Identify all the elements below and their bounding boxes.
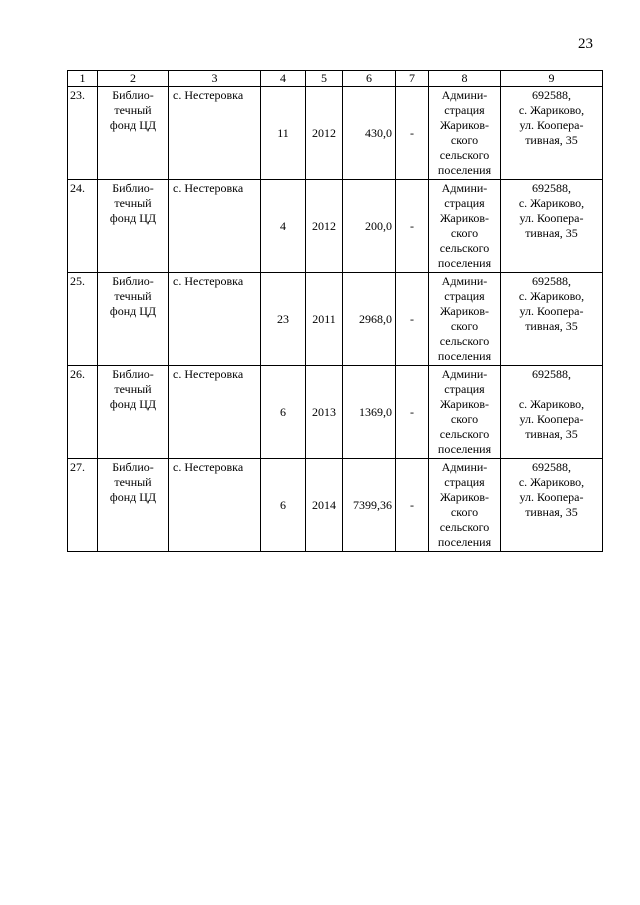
owner-line: Админи-: [441, 181, 488, 195]
column-7-cell: -: [396, 459, 429, 552]
address-line: ул. Коопера-: [519, 304, 584, 318]
object-name-line: течный: [114, 475, 152, 489]
object-name-line: течный: [114, 382, 152, 396]
object-name-line: фонд ЦД: [109, 397, 157, 411]
header-row: [68, 71, 603, 87]
address-line: с. Жариково,: [518, 289, 585, 303]
owner-line: страция: [444, 475, 485, 489]
amount-cell: 430,0: [343, 87, 396, 180]
address-line: тивная, 35: [525, 226, 578, 240]
column-7-cell: -: [396, 180, 429, 273]
owner-cell: [429, 87, 501, 180]
address-line: 692588,: [532, 460, 571, 474]
registry-table: [67, 70, 603, 552]
quantity-cell: 4: [261, 180, 306, 273]
owner-line: поселения: [437, 256, 492, 270]
owner-line: Жариков-: [439, 304, 490, 318]
column-7-cell: -: [396, 273, 429, 366]
owner-cell: [429, 459, 501, 552]
owner-line: поселения: [437, 535, 492, 549]
address-line: тивная, 35: [525, 427, 578, 441]
location-cell: с. Нестеровка: [169, 180, 261, 273]
owner-line: ского: [450, 319, 479, 333]
owner-line: Админи-: [441, 274, 488, 288]
address-cell: [501, 366, 603, 459]
object-name-line: фонд ЦД: [109, 211, 157, 225]
owner-line: Жариков-: [439, 118, 490, 132]
object-name-cell: [98, 180, 169, 273]
header-cell: 1: [68, 71, 98, 87]
owner-line: страция: [444, 289, 485, 303]
column-7-cell: -: [396, 87, 429, 180]
row-number-cell: 27.: [68, 459, 98, 552]
header-cell: 4: [261, 71, 306, 87]
location-cell: с. Нестеровка: [169, 366, 261, 459]
owner-line: Жариков-: [439, 211, 490, 225]
object-name-cell: [98, 87, 169, 180]
owner-line: поселения: [437, 442, 492, 456]
object-name-line: течный: [114, 103, 152, 117]
amount-cell: 200,0: [343, 180, 396, 273]
page-number: 23: [578, 36, 593, 52]
owner-line: сельского: [439, 427, 490, 441]
owner-line: страция: [444, 382, 485, 396]
row-number-cell: 25.: [68, 273, 98, 366]
row-number-cell: 23.: [68, 87, 98, 180]
year-cell: 2011: [306, 273, 343, 366]
address-line: 692588,: [532, 367, 571, 381]
address-line: с. Жариково,: [518, 103, 585, 117]
year-cell: 2012: [306, 87, 343, 180]
owner-line: ского: [450, 226, 479, 240]
table-row: [68, 459, 603, 552]
object-name-line: фонд ЦД: [109, 490, 157, 504]
quantity-cell: 11: [261, 87, 306, 180]
quantity-cell: 6: [261, 459, 306, 552]
header-cell: 7: [396, 71, 429, 87]
owner-cell: [429, 180, 501, 273]
address-cell: [501, 180, 603, 273]
object-name-line: фонд ЦД: [109, 118, 157, 132]
header-cell: 9: [501, 71, 603, 87]
object-name-line: Библио-: [112, 367, 154, 381]
owner-line: поселения: [437, 349, 492, 363]
address-line: ул. Коопера-: [519, 490, 584, 504]
year-cell: 2013: [306, 366, 343, 459]
address-line: тивная, 35: [525, 505, 578, 519]
owner-line: сельского: [439, 241, 490, 255]
header-cell: 2: [98, 71, 169, 87]
address-line: [503, 382, 600, 397]
object-name-line: фонд ЦД: [109, 304, 157, 318]
row-number-cell: 24.: [68, 180, 98, 273]
address-line: 692588,: [532, 88, 571, 102]
object-name-line: Библио-: [112, 181, 154, 195]
address-line: ул. Коопера-: [519, 118, 584, 132]
owner-line: Жариков-: [439, 490, 490, 504]
owner-line: поселения: [437, 163, 492, 177]
owner-line: сельского: [439, 520, 490, 534]
object-name-line: Библио-: [112, 460, 154, 474]
address-cell: [501, 459, 603, 552]
amount-cell: 2968,0: [343, 273, 396, 366]
address-line: с. Жариково,: [518, 475, 585, 489]
address-cell: [501, 273, 603, 366]
owner-line: ского: [450, 505, 479, 519]
header-cell: 6: [343, 71, 396, 87]
amount-cell: 7399,36: [343, 459, 396, 552]
table-row: [68, 87, 603, 180]
address-line: с. Жариково,: [518, 196, 585, 210]
location-cell: с. Нестеровка: [169, 273, 261, 366]
owner-line: Админи-: [441, 460, 488, 474]
quantity-cell: 23: [261, 273, 306, 366]
amount-cell: 1369,0: [343, 366, 396, 459]
owner-line: Админи-: [441, 88, 488, 102]
owner-cell: [429, 273, 501, 366]
address-line: ул. Коопера-: [519, 211, 584, 225]
address-line: 692588,: [532, 274, 571, 288]
year-cell: 2012: [306, 180, 343, 273]
header-cell: 8: [429, 71, 501, 87]
object-name-line: Библио-: [112, 88, 154, 102]
table-row: [68, 180, 603, 273]
location-cell: с. Нестеровка: [169, 459, 261, 552]
address-line: тивная, 35: [525, 319, 578, 333]
owner-line: сельского: [439, 148, 490, 162]
owner-line: Админи-: [441, 367, 488, 381]
row-number-cell: 26.: [68, 366, 98, 459]
address-line: 692588,: [532, 181, 571, 195]
address-line: тивная, 35: [525, 133, 578, 147]
column-7-cell: -: [396, 366, 429, 459]
object-name-cell: [98, 366, 169, 459]
header-cell: 5: [306, 71, 343, 87]
object-name-cell: [98, 273, 169, 366]
header-cell: 3: [169, 71, 261, 87]
owner-line: сельского: [439, 334, 490, 348]
location-cell: с. Нестеровка: [169, 87, 261, 180]
table-row: [68, 273, 603, 366]
owner-line: Жариков-: [439, 397, 490, 411]
owner-line: ского: [450, 412, 479, 426]
address-line: ул. Коопера-: [519, 412, 584, 426]
owner-line: ского: [450, 133, 479, 147]
owner-line: страция: [444, 103, 485, 117]
address-cell: [501, 87, 603, 180]
address-line: с. Жариково,: [518, 397, 585, 411]
owner-line: страция: [444, 196, 485, 210]
year-cell: 2014: [306, 459, 343, 552]
object-name-line: течный: [114, 289, 152, 303]
quantity-cell: 6: [261, 366, 306, 459]
object-name-line: течный: [114, 196, 152, 210]
object-name-cell: [98, 459, 169, 552]
owner-cell: [429, 366, 501, 459]
table-row: [68, 366, 603, 459]
object-name-line: Библио-: [112, 274, 154, 288]
